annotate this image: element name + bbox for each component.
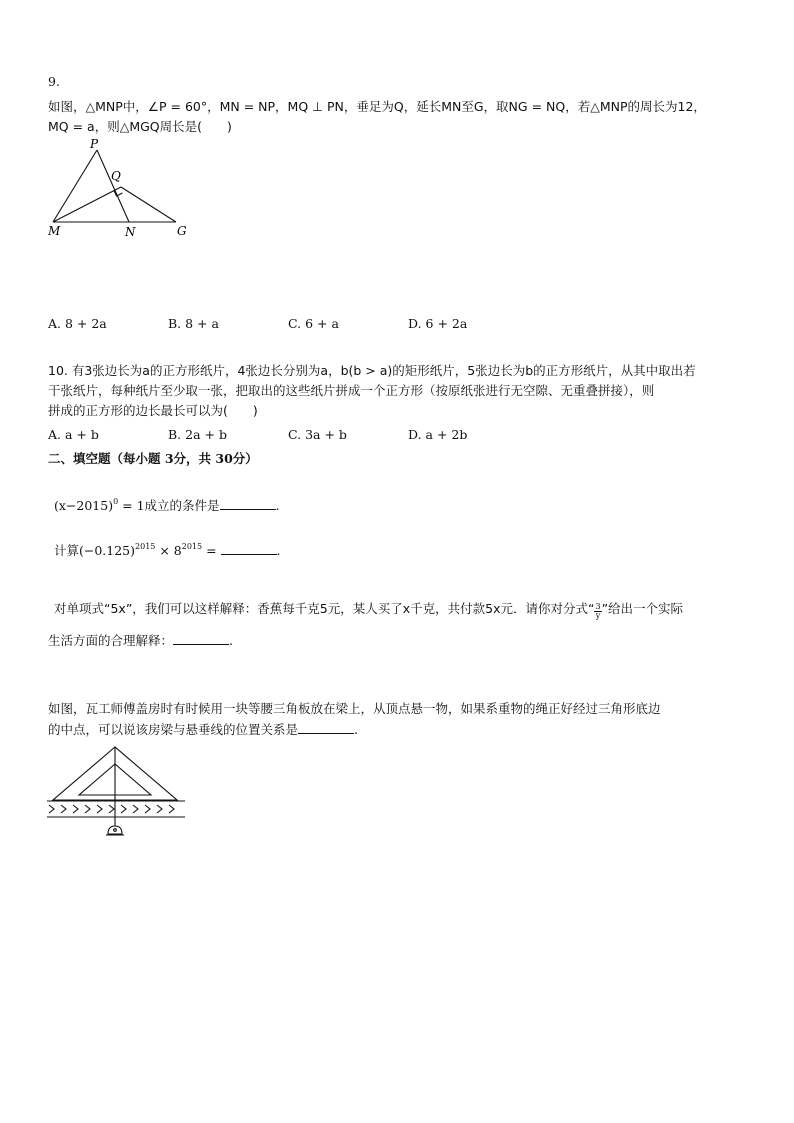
q10-text-line2: 干张纸片，每种纸片至少取一张，把取出的这些纸片拼成一个正方形（按原纸张进行无空隙、无重叠拼接），则 bbox=[48, 383, 655, 398]
fill1-base: (x−2015) bbox=[54, 498, 114, 513]
fill1-answer-blank[interactable] bbox=[220, 497, 276, 510]
fill3-answer-blank[interactable] bbox=[173, 632, 229, 645]
q10-text-line3: 拼成的正方形的边长最长可以为( ) bbox=[48, 403, 258, 418]
fill1-exponent: 0 bbox=[113, 497, 119, 506]
beam-triangle-figure bbox=[44, 744, 188, 838]
label-q: Q bbox=[111, 169, 121, 183]
q9-option-b: B. 8 + a bbox=[168, 316, 219, 331]
q10-text-line1: 10. 有3张边长为a的正方形纸片，4张边长分别为a，b(b > a)的矩形纸片，5张边长为b的正方形纸片，从其中取出若 bbox=[48, 363, 696, 378]
label-m: M bbox=[48, 224, 61, 238]
label-g: G bbox=[177, 224, 187, 238]
q10-option-a: A. a + b bbox=[48, 427, 99, 442]
fill2-question: 计算$(-0.125)^{2015} \times 8^{2015}$ = . bbox=[54, 542, 281, 558]
q9-option-d: D. 6 + 2a bbox=[408, 316, 468, 331]
fill3-line1: 对单项式“5x”，我们可以这样解释：香蕉每千克5元，某人买了x千克，共付款5x元．请你对分式“ $\frac{3}{y}$ ”给出一个实际 bbox=[54, 601, 684, 620]
q9-text-line2: MQ = a，则△MGQ周长是( ) bbox=[48, 119, 232, 134]
q9-option-a: A. 8 + 2a bbox=[48, 316, 107, 331]
fill3-line2: 生活方面的合理解释： . bbox=[48, 633, 233, 648]
q10-option-c: C. 3a + b bbox=[288, 427, 347, 442]
q9-figure-triangle bbox=[40, 136, 200, 242]
label-p: P bbox=[90, 137, 99, 151]
q9-option-c: C. 6 + a bbox=[288, 316, 339, 331]
q10-option-b: B. 2a + b bbox=[168, 427, 227, 442]
q9-number: 9. bbox=[48, 74, 60, 89]
q9-text-line1: 如图，△MNP中，∠P = 60°，MN = NP，MQ ⊥ PN，垂足为Q，延长MN至G，取NG = NQ，若△MNP的周长为12， bbox=[48, 99, 706, 114]
fill4-line2: 的中点，可以说该房梁与悬垂线的位置关系是 . bbox=[48, 722, 358, 737]
fill1-text: = 1成立的条件是 bbox=[118, 498, 220, 513]
section-heading: 二、填空题（每小题 3分，共 30分） bbox=[48, 451, 258, 466]
fill1-question: $(x-2015)^0 = 1$成立的条件是 . bbox=[54, 497, 280, 513]
fraction-3-over-y: $\frac{3}{y}$ bbox=[595, 602, 601, 620]
fill4-answer-blank[interactable] bbox=[298, 721, 354, 734]
fill2-answer-blank[interactable] bbox=[221, 542, 277, 555]
label-n: N bbox=[125, 225, 136, 239]
fill2-prefix: 计算(−0.125) bbox=[54, 543, 136, 558]
fill4-line1: 如图，瓦工师傅盖房时有时候用一块等腰三角板放在梁上，从顶点悬一物，如果系重物的绳正好经过三角形底边 bbox=[48, 701, 661, 716]
q10-option-d: D. a + 2b bbox=[408, 427, 468, 442]
